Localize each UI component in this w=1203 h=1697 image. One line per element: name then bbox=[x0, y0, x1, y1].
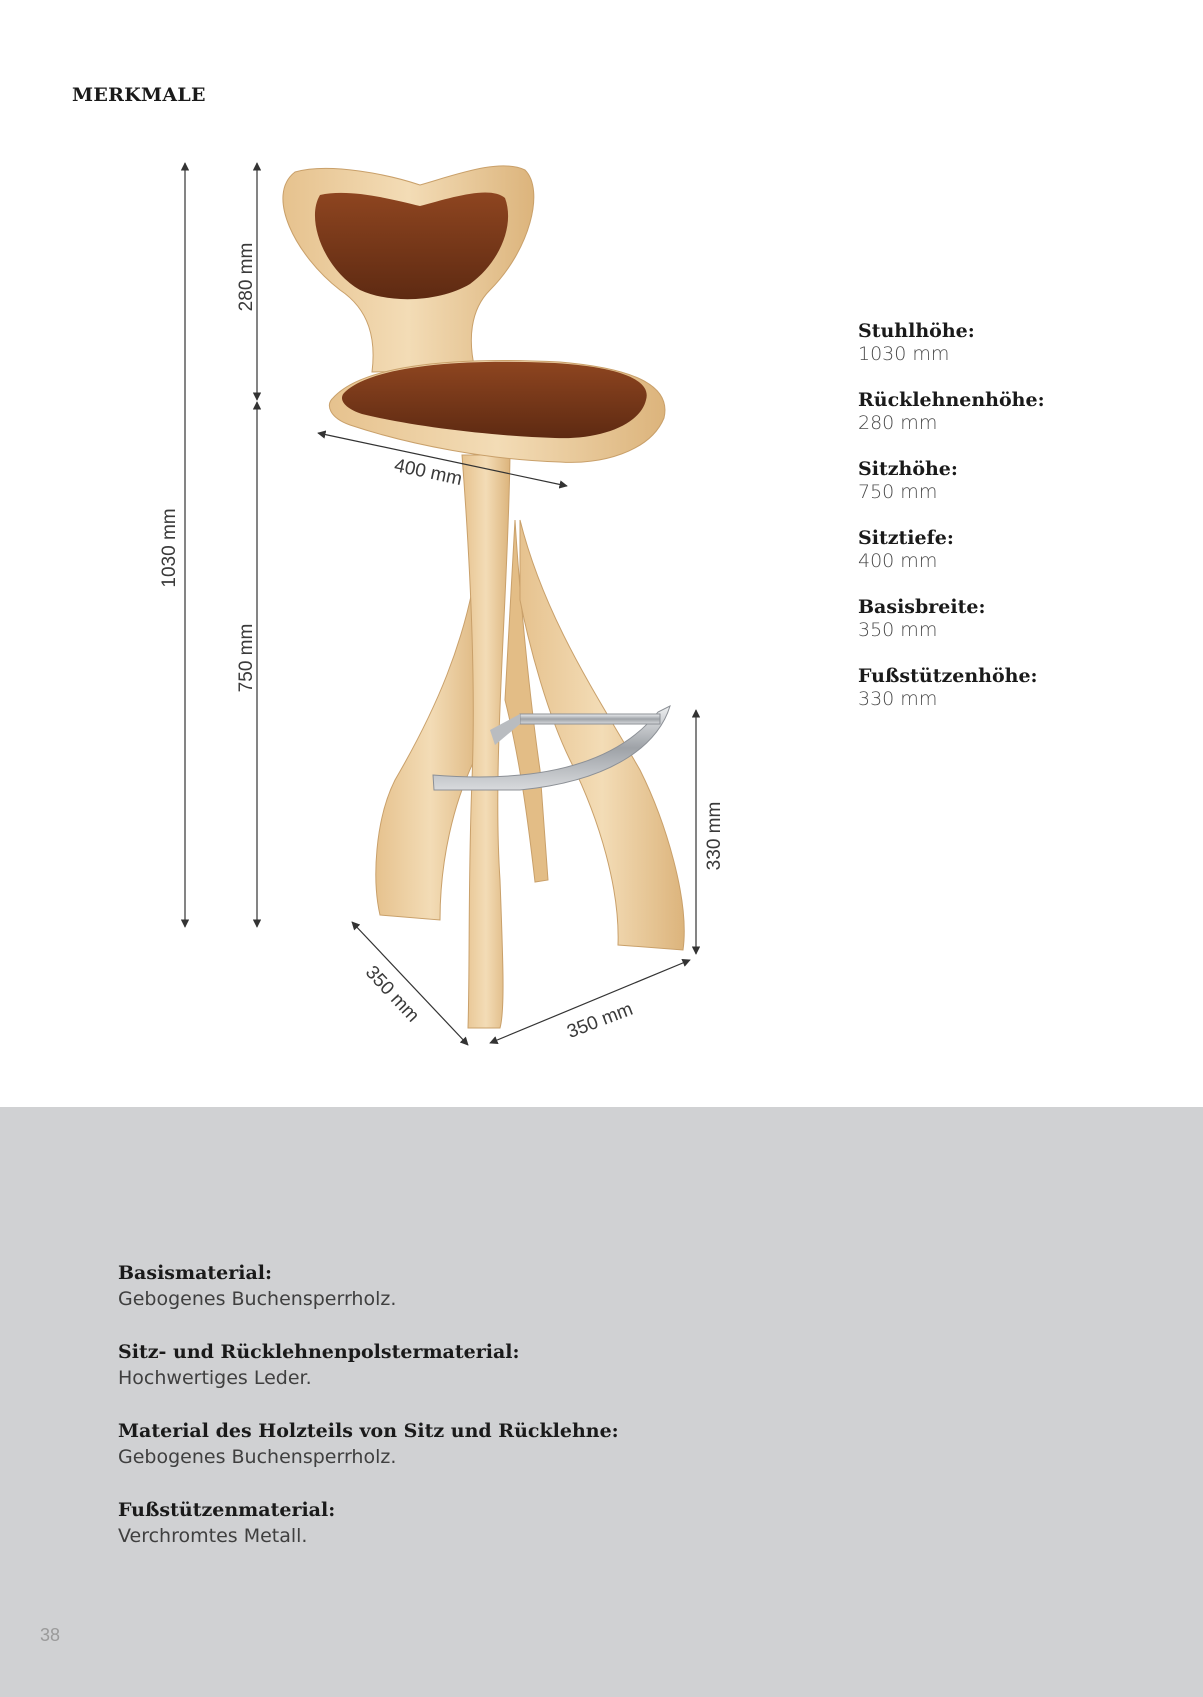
material-value: Gebogenes Buchensperrholz. bbox=[118, 1446, 397, 1468]
spec-value: 750 mm bbox=[858, 481, 938, 503]
spec-label: Sitzhöhe: bbox=[858, 458, 958, 480]
spec-value: 400 mm bbox=[858, 550, 938, 572]
spec-value: 330 mm bbox=[858, 688, 938, 710]
material-item bbox=[118, 1339, 1018, 1391]
page-number: 38 bbox=[40, 1625, 61, 1645]
spec-label: Fußstützenhöhe: bbox=[858, 665, 1038, 687]
material-value: Verchromtes Metall. bbox=[118, 1525, 308, 1547]
spec-value: 280 mm bbox=[858, 412, 938, 434]
stool-illustration bbox=[283, 166, 684, 1028]
spec-label: Stuhlhöhe: bbox=[858, 320, 975, 342]
material-label: Sitz- und Rücklehnenpolstermaterial: bbox=[118, 1341, 520, 1363]
specs-list bbox=[858, 320, 1178, 734]
materials-list bbox=[118, 1260, 1018, 1576]
spec-item bbox=[858, 389, 1178, 435]
spec-item bbox=[858, 527, 1178, 573]
dim-label-base-width-left: 350 mm bbox=[360, 961, 424, 1027]
material-label: Basismaterial: bbox=[118, 1262, 273, 1284]
spec-label: Sitztiefe: bbox=[858, 527, 954, 549]
dim-label-backrest-height: 280 mm bbox=[236, 242, 257, 312]
material-value: Gebogenes Buchensperrholz. bbox=[118, 1288, 397, 1310]
section-heading: MERKMALE bbox=[72, 84, 206, 106]
dim-label-base-width-right: 350 mm bbox=[564, 998, 636, 1043]
material-value: Hochwertiges Leder. bbox=[118, 1367, 312, 1389]
stool-right-leg bbox=[520, 520, 684, 950]
stool-footrest-bar bbox=[520, 714, 660, 724]
material-label: Fußstützenmaterial: bbox=[118, 1499, 336, 1521]
stool-left-leg bbox=[376, 540, 485, 920]
material-item bbox=[118, 1497, 1018, 1549]
spec-value: 350 mm bbox=[858, 619, 938, 641]
spec-item bbox=[858, 665, 1178, 711]
dim-label-seat-height: 750 mm bbox=[236, 623, 257, 693]
dim-label-seat-depth: 400 mm bbox=[392, 455, 464, 491]
spec-item bbox=[858, 596, 1178, 642]
spec-item bbox=[858, 458, 1178, 504]
spec-value: 1030 mm bbox=[858, 343, 950, 365]
material-label: Material des Holzteils von Sitz und Rücklehne: bbox=[118, 1420, 619, 1442]
dim-label-footrest-height: 330 mm bbox=[704, 801, 725, 871]
dim-label-total-height: 1030 mm bbox=[159, 508, 180, 588]
spec-label: Basisbreite: bbox=[858, 596, 986, 618]
spec-label: Rücklehnenhöhe: bbox=[858, 389, 1045, 411]
material-item bbox=[118, 1418, 1018, 1470]
spec-item bbox=[858, 320, 1178, 366]
material-item bbox=[118, 1260, 1018, 1312]
